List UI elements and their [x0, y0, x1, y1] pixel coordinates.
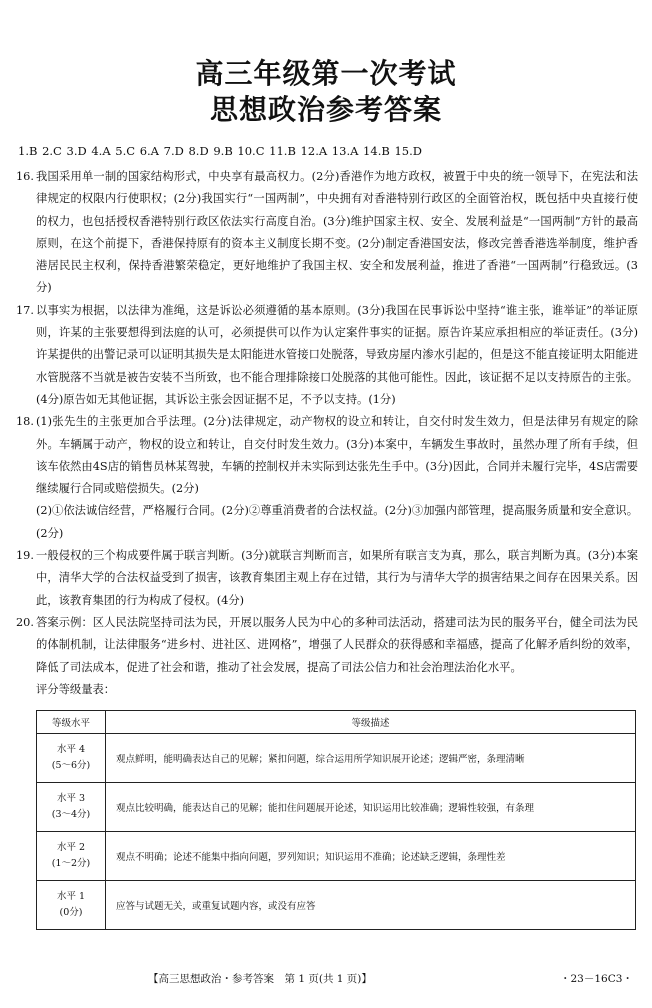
question-17: [16, 300, 638, 411]
level-cell: [37, 734, 106, 783]
table-row: [37, 832, 636, 881]
level-name: 水平 1: [56, 891, 86, 902]
question-answer-text-part2: (2)①依法诚信经营，严格履行合同。(2分)②尊重消费者的合法权益。(2分)③加强内部管理，提高服务质量和安全意识。(2分): [36, 504, 638, 540]
question-answer-text: 以事实为根据，以法律为准绳，这是诉讼必须遵循的基本原则。(3分)我国在民事诉讼中坚持“谁主张，谁举证”的举证原则，许某的主张要想得到法庭的认可，必须提供可以作为认定案件事实的证据。原告许某应承担相应的举证责任。(3分)许某提供的出警记录可以证明其损失是太阳能进水管接口处脱落，导致房屋内渗水引起的，但是这不能直接证明太阳能进水管脱落不当就是被告安装不当所致，也不能合理排除接口处脱落的其他可能性。因此，该证据不足以支持原告的主张。(4分)原告如无其他证据，其诉讼主张会因证据不足，不予以支持。(1分): [36, 303, 638, 406]
table-row: [37, 734, 636, 783]
table-header-row: [37, 711, 636, 734]
question-answer-text: 答案示例：区人民法院坚持司法为民，开展以服务人民为中心的多种司法活动，搭建司法为民的服务平台，健全司法为民的体制机制，让法律服务“进乡村、进社区、进网格”，增强了人民群众的获得感和幸福感，提高了化解矛盾纠纷的效率，降低了司法成本，促进了社会和谐，推动了社会发展，提高了司法公信力和社会治理法治化水平。: [36, 615, 638, 674]
question-answer-text: 一般侵权的三个构成要件属于联言判断。(3分)就联言判断而言，如果所有联言支为真，那么，联言判断为真。(3分)本案中，清华大学的合法权益受到了损害，该教育集团主观上存在过错，其行为与清华大学的损害结果之间存在因果关系。因此，该教育集团的行为构成了侵权。(4分): [36, 549, 638, 607]
question-answer-text: (1)张先生的主张更加合乎法理。(2分)法律规定，动产物权的设立和转让，自交付时发生效力，但是法律另有规定的除外。车辆属于动产，物权的设立和转让，自交付时发生效力。(3分)本案中，车辆发生事故时，虽然办理了所有手续，但该车依然由4S店的销售员林某驾驶，车辆的控制权并未实际到达张先生手中。(3分)因此，合同并未履行完毕，4S店需要继续履行合同或赔偿损失。(2分): [36, 415, 638, 496]
answer-body: [16, 166, 638, 701]
level-cell: [37, 881, 106, 930]
footer-page-info: 【高三思想政治・参考答案 第 1 页(共 1 页)】: [148, 973, 372, 985]
question-answer-text: 我国采用单一制的国家结构形式，中央享有最高权力。(2分)香港作为地方政权，被置于中央的统一领导下，在宪法和法律规定的权限内行使职权；(2分)我国实行“一国两制”，中央拥有对香港特别行政区的全面管治权，既包括中央直接行使的权力，也包括授权香港特别行政区依法实行高度自治。(3分)维护国家主权、安全、发展利益是“一国两制”方针的最高原则，在这个前提下，香港保持原有的资本主义制度长期不变。(2分)制定香港国安法，修改完善香港选举制度，维护香港居民民主权利，保持香港繁荣稳定，更好地维护了我国主权、安全和发展利益，推进了香港“一国两制”行稳致远。(3分): [36, 170, 638, 295]
exam-title: 高三年级第一次考试: [195, 57, 457, 90]
question-18: [16, 411, 638, 545]
level-description: 观点鲜明，能明确表达自己的见解；紧扣问题，综合运用所学知识展开论述；逻辑严密，条理清晰: [106, 734, 636, 783]
column-header-level: 等级水平: [37, 711, 106, 734]
table-row: [37, 881, 636, 930]
column-header-description: 等级描述: [106, 711, 636, 734]
level-description: 观点不明确；论述不能集中指向问题，罗列知识；知识运用不准确；论述缺乏逻辑，条理性差: [106, 832, 636, 881]
level-description: 观点比较明确，能表达自己的见解；能扣住问题展开论述，知识运用比较准确；逻辑性较强，有条理: [106, 783, 636, 832]
question-number: 18.: [16, 415, 34, 429]
exam-subtitle: 思想政治参考答案: [209, 93, 442, 126]
level-cell: [37, 783, 106, 832]
question-number: 16.: [16, 170, 34, 183]
level-name: 水平 3: [56, 793, 86, 804]
multiple-choice-answers: 1.B 2.C 3.D 4.A 5.C 6.A 7.D 8.D 9.B 10.C 11.B 12.A 13.A 14.B 15.D: [18, 144, 422, 158]
level-cell: [37, 832, 106, 881]
level-points: (1～2分): [51, 858, 91, 869]
level-points: (5～6分): [51, 760, 91, 771]
question-number: 17.: [16, 303, 34, 317]
question-number: 19.: [16, 549, 34, 563]
level-name: 水平 2: [56, 842, 86, 853]
table-row: [37, 783, 636, 832]
question-19: [16, 545, 638, 612]
question-20: [16, 612, 638, 701]
level-description: 应答与试题无关，或重复试题内容，或没有应答: [106, 881, 636, 930]
grading-scale-label: 评分等级量表：: [36, 682, 116, 696]
question-number: 20.: [16, 615, 34, 629]
level-name: 水平 4: [56, 744, 86, 755]
level-points: (0分): [59, 907, 83, 918]
footer-code: ・23－16C3・: [560, 973, 633, 985]
level-points: (3～4分): [51, 809, 91, 820]
question-16: [16, 166, 638, 300]
grading-scale-table: [36, 710, 636, 930]
